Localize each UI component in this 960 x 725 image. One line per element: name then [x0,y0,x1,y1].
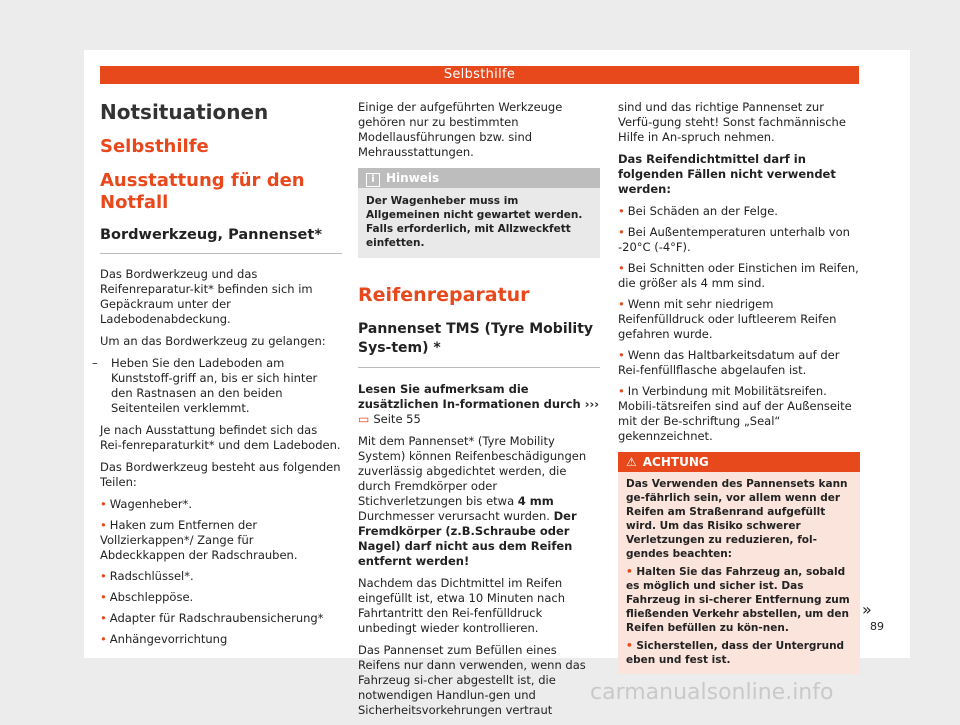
note-title: Hinweis [386,171,440,185]
section-title: Reifenreparatur [358,284,530,306]
text: Mit dem Pannenset* (Tyre Mobility System) können Reifenbeschädigungen zuverlässig abgedichtet werden, die durch Fremdkörper oder Stichverletzungen bis etwa [358,434,587,508]
text: Durchmesser verursacht wurden. [358,509,550,523]
warning-body [618,472,860,674]
continue-arrow: » [862,600,872,619]
list-item-text: In Verbindung mit Mobilitätsreifen. Mobili-tätsreifen sind auf der Außenseite mit der Be-schriftung „Seal“ gekennzeichnet. [618,384,852,443]
list-item [618,225,860,255]
bullet-icon: • [626,640,633,652]
column-left [92,100,342,653]
list-item-text: Wenn das Haltbarkeitsdatum auf der Rei-fenfüllflasche abgelaufen ist. [618,348,840,377]
list-item-text: Bei Schäden an der Felge. [627,204,778,218]
watermark-text: carmanualsonline.info [590,680,834,705]
emphasis: 4 mm [517,494,554,508]
step-item [92,356,342,416]
bullet-icon: • [618,297,625,311]
warning-text: Das Verwenden des Pannensets kann ge-fährlich sein, vor allem wenn der Reifen am Straßenrand aufgefüllt wird. Um das Risiko schwerer Verletzungen zu reduzieren, fol-gendes beachten: [626,478,848,560]
warning-emphasis: Der Fremdkörper (z.B.Schraube oder Nagel) darf nicht aus dem Reifen entfernt werden! [358,509,577,568]
lead-text: Lesen Sie aufmerksam die zusätzlichen In-formationen durch ››› [358,382,599,411]
bullet-icon: • [100,590,107,604]
column-middle [358,100,600,725]
list-item-text: Wagenheber*. [109,497,193,511]
list-item [100,590,342,605]
list-item-text: Wenn mit sehr niedrigem Reifenfülldruck oder luftleerem Reifen gefahren wurde. [618,297,837,341]
paragraph: Um an das Bordwerkzeug zu gelangen: [100,334,326,348]
list-item [618,348,860,378]
list-item-text: Adapter für Radschraubensicherung* [109,611,324,625]
list-item [100,611,342,626]
list-item-text: Bei Schnitten oder Einstichen im Reifen, die größer als 4 mm sind. [618,261,859,290]
bullet-icon: • [618,204,625,218]
subsection-title: Ausstattung für den Notfall [100,170,305,213]
list-item [618,384,860,444]
bullet-icon: • [618,261,625,275]
warning-title: ACHTUNG [642,455,709,469]
dash-marker: – [92,356,98,370]
warning-list-item [626,639,852,667]
bullet-icon: • [618,348,625,362]
step-text: Heben Sie den Ladeboden am Kunststoff-griff an, bis er sich hinter den Rastnasen an den beiden Seitenteilen verklemmt. [111,356,318,415]
bullet-icon: • [100,611,107,625]
warning-list-item [626,565,852,635]
paragraph: Das Bordwerkzeug und das Reifenreparatur-kit* befinden sich im Gepäckraum unter der Ladebodenabdeckung. [100,267,313,326]
paragraph: Nachdem das Dichtmittel im Reifen eingefüllt ist, etwa 10 Minuten nach Fahrtantritt den Rei-fenfülldruck unbedingt wieder kontrollieren. [358,576,565,635]
topic-title: Pannenset TMS (Tyre Mobility Sys-tem) * [358,320,600,368]
section-header: Selbsthilfe [100,66,859,84]
topic-title: Bordwerkzeug, Pannenset* [100,226,342,254]
paragraph: Das Pannenset zum Befüllen eines Reifens nur dann verwenden, wenn das Fahrzeug si-cher abgestellt ist, die notwendigen Handlun-gen und Sicherheitsvorkehrungen vertraut [358,643,586,717]
bullet-icon: • [626,566,633,578]
warning-item-text: Halten Sie das Fahrzeug an, sobald es möglich und sicher ist. Das Fahrzeug in si-cherer Entfernung zum fließenden Verkehr abstellen, um den Reifen befüllen zu kön-nen. [626,566,850,634]
paragraph [358,434,600,569]
list-item [100,632,342,647]
paragraph: Das Bordwerkzeug besteht aus folgenden Teilen: [100,460,341,489]
warning-header [618,452,860,472]
list-item-text: Abschleppöse. [109,590,194,604]
note-header [358,168,600,188]
warning-icon: ⚠ [626,455,637,469]
list-item-text: Haken zum Entfernen der Vollzierkappen*/ Zange für Abdeckkappen der Radschrauben. [100,518,298,562]
warning-box [618,452,860,674]
paragraph: Je nach Ausstattung befindet sich das Rei-fenreparaturkit* und dem Ladeboden. [100,423,341,452]
list-item [618,261,860,291]
bullet-icon: • [100,518,107,532]
list-heading: Das Reifendichtmittel darf in folgenden Fällen nicht verwendet werden: [618,152,836,196]
paragraph: sind und das richtige Pannenset zur Verfü-gung steht! Sonst fachmännische Hilfe in An-spruch nehmen. [618,100,846,144]
list-item-text: Radschlüssel*. [109,569,194,583]
page-number: 89 [870,620,884,633]
bullet-icon: • [618,384,625,398]
list-item [618,204,860,219]
bullet-icon: • [618,225,625,239]
bullet-icon: • [100,497,107,511]
book-icon: ▭ [358,412,370,426]
list-item-text: Anhängevorrichtung [109,632,228,646]
section-title: Selbsthilfe [100,136,209,157]
info-icon: i [366,173,380,187]
column-right [618,100,860,674]
lead-paragraph [358,382,600,427]
list-item-text: Bei Außentemperaturen unterhalb von -20°C (-4°F). [618,225,850,254]
list-item [100,569,342,584]
paragraph: Einige der aufgeführten Werkzeuge gehören nur zu bestimmten Modellausführungen bzw. sind Mehrausstattungen. [358,100,563,159]
bullet-icon: • [100,569,107,583]
chapter-title: Notsituationen [100,100,269,124]
list-item [100,497,342,512]
list-item [100,518,342,563]
list-item [618,297,860,342]
bullet-icon: • [100,632,107,646]
note-text: Der Wagenheber muss im Allgemeinen nicht gewartet werden. Falls erforderlich, mit Allzweckfett einfetten. [366,195,583,249]
note-box [358,168,600,258]
warning-item-text: Sicherstellen, dass der Untergrund eben und fest ist. [626,640,845,666]
page-reference-link[interactable]: Seite 55 [373,412,421,426]
